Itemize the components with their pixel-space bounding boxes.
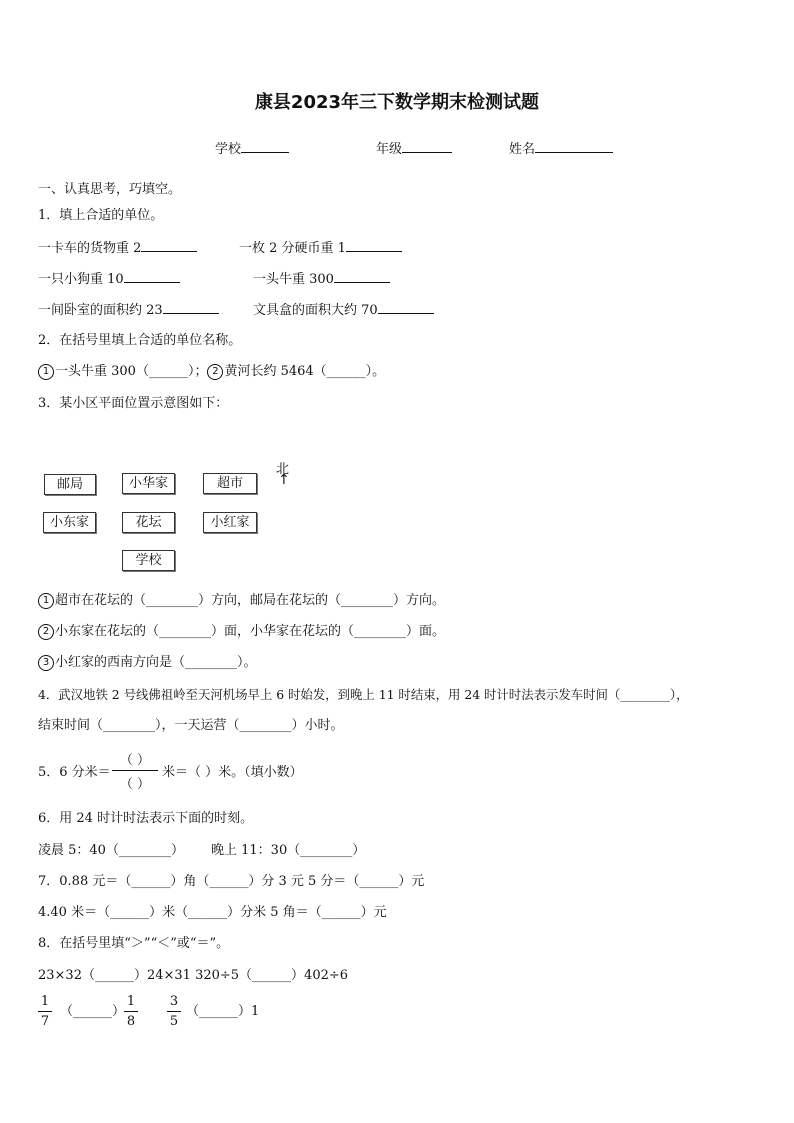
grade-label: 年级	[376, 142, 403, 157]
q4-line2: 结束时间（________），一天运营（________）小时。	[38, 718, 344, 733]
name-label: 姓名	[509, 142, 536, 157]
fraction-one-seventh: 1 7	[38, 994, 52, 1029]
q2-stem: 2．在括号里填上合适的单位名称。	[38, 333, 242, 348]
circled-number: 2	[38, 624, 54, 640]
circled-number: 1	[38, 364, 54, 380]
fraction-three-fifths: 3 5	[167, 994, 181, 1029]
map-box-flower-bed: 花坛	[122, 512, 175, 533]
page-title: 康县2023年三下数学期末检测试题	[254, 92, 540, 113]
q2-items: 1 一头牛重 300（______）； 2 黄河长约 5464（______）。	[38, 363, 385, 381]
map-box-xiaohong-home: 小红家	[203, 512, 257, 533]
q3-sub3: 3 小红家的西南方向是（________）。	[38, 654, 257, 672]
q7-line2: 4.40 米＝（______）米（______）分米 5 角＝（______）元	[38, 905, 387, 920]
answer-blank[interactable]	[124, 270, 180, 283]
name-blank[interactable]	[535, 140, 613, 153]
q8-line1: 23×32（______）24×31 320÷5（______）402÷6	[38, 968, 349, 983]
school-label: 学校	[215, 142, 242, 157]
answer-blank[interactable]	[334, 270, 390, 283]
answer-blank[interactable]	[141, 239, 197, 252]
q3-stem: 3．某小区平面位置示意图如下：	[38, 396, 229, 411]
circled-number: 3	[38, 655, 54, 671]
answer-blank[interactable]	[378, 301, 434, 314]
q6-item-a: 凌晨 5：40（________）	[38, 843, 184, 858]
answer-blank[interactable]	[163, 301, 219, 314]
q1-item-a: 一卡车的货物重 2	[38, 239, 197, 258]
q5-prefix: 5．6 分米＝	[38, 765, 111, 780]
q6-item-b: 晚上 11：30（________）	[211, 843, 366, 858]
q3-sub2: 2 小东家在花坛的（________）面，小华家在花坛的（________）面。	[38, 623, 445, 641]
q8-stem: 8．在括号里填“＞”“＜”或“＝”。	[38, 936, 230, 951]
map-box-post-office: 邮局	[44, 474, 96, 495]
q1-item-b: 一枚 2 分硬币重 1	[239, 239, 402, 258]
school-blank[interactable]	[241, 140, 289, 153]
q7-line1: 7．0.88 元＝（______）角（______）分 3 元 5 分＝（______）元	[38, 874, 425, 889]
fraction-numerator[interactable]: （ ）	[119, 753, 151, 768]
q8-blank2[interactable]: （______）1	[186, 1004, 260, 1019]
north-label: 北	[276, 462, 290, 477]
name-field	[509, 140, 613, 159]
fraction-one-eighth: 1 8	[124, 994, 138, 1029]
q6-stem: 6．用 24 时计时法表示下面的时刻。	[38, 811, 254, 826]
q1-item-c: 一只小狗重 10	[38, 270, 180, 289]
fraction-bar	[112, 770, 158, 771]
map-box-supermarket: 超市	[203, 473, 257, 494]
circled-number: 2	[207, 364, 223, 380]
q1-stem: 1．填上合适的单位。	[38, 208, 164, 223]
q3-sub1: 1 超市在花坛的（________）方向，邮局在花坛的（________）方向。	[38, 592, 445, 610]
fraction-denominator[interactable]: （ ）	[119, 777, 151, 792]
q4-line1: 4．武汉地铁 2 号线佛祖岭至天河机场早上 6 时始发，到晚上 11 时结束，用 24 时计时法表示发车时间（________），	[38, 687, 689, 702]
grade-field	[376, 140, 452, 159]
grade-blank[interactable]	[402, 140, 452, 153]
q1-item-e: 一间卧室的面积约 23	[38, 301, 219, 320]
q5-suffix: 米＝（ ）米。（填小数）	[162, 765, 303, 780]
q5-fraction	[112, 749, 158, 792]
map-box-xiaohua-home: 小华家	[122, 473, 175, 494]
north-arrow-icon: ↑	[278, 472, 290, 488]
q1-item-f: 文具盒的面积大约 70	[253, 301, 434, 320]
answer-blank[interactable]	[346, 239, 402, 252]
map-box-xiaodong-home: 小东家	[43, 512, 96, 533]
circled-number: 1	[38, 593, 54, 609]
section-heading: 一、认真思考，巧填空。	[38, 182, 182, 197]
q8-blank1[interactable]: （______）	[60, 1004, 126, 1019]
q1-item-d: 一头牛重 300	[253, 270, 390, 289]
map-box-school: 学校	[122, 550, 175, 571]
school-field	[215, 140, 289, 159]
